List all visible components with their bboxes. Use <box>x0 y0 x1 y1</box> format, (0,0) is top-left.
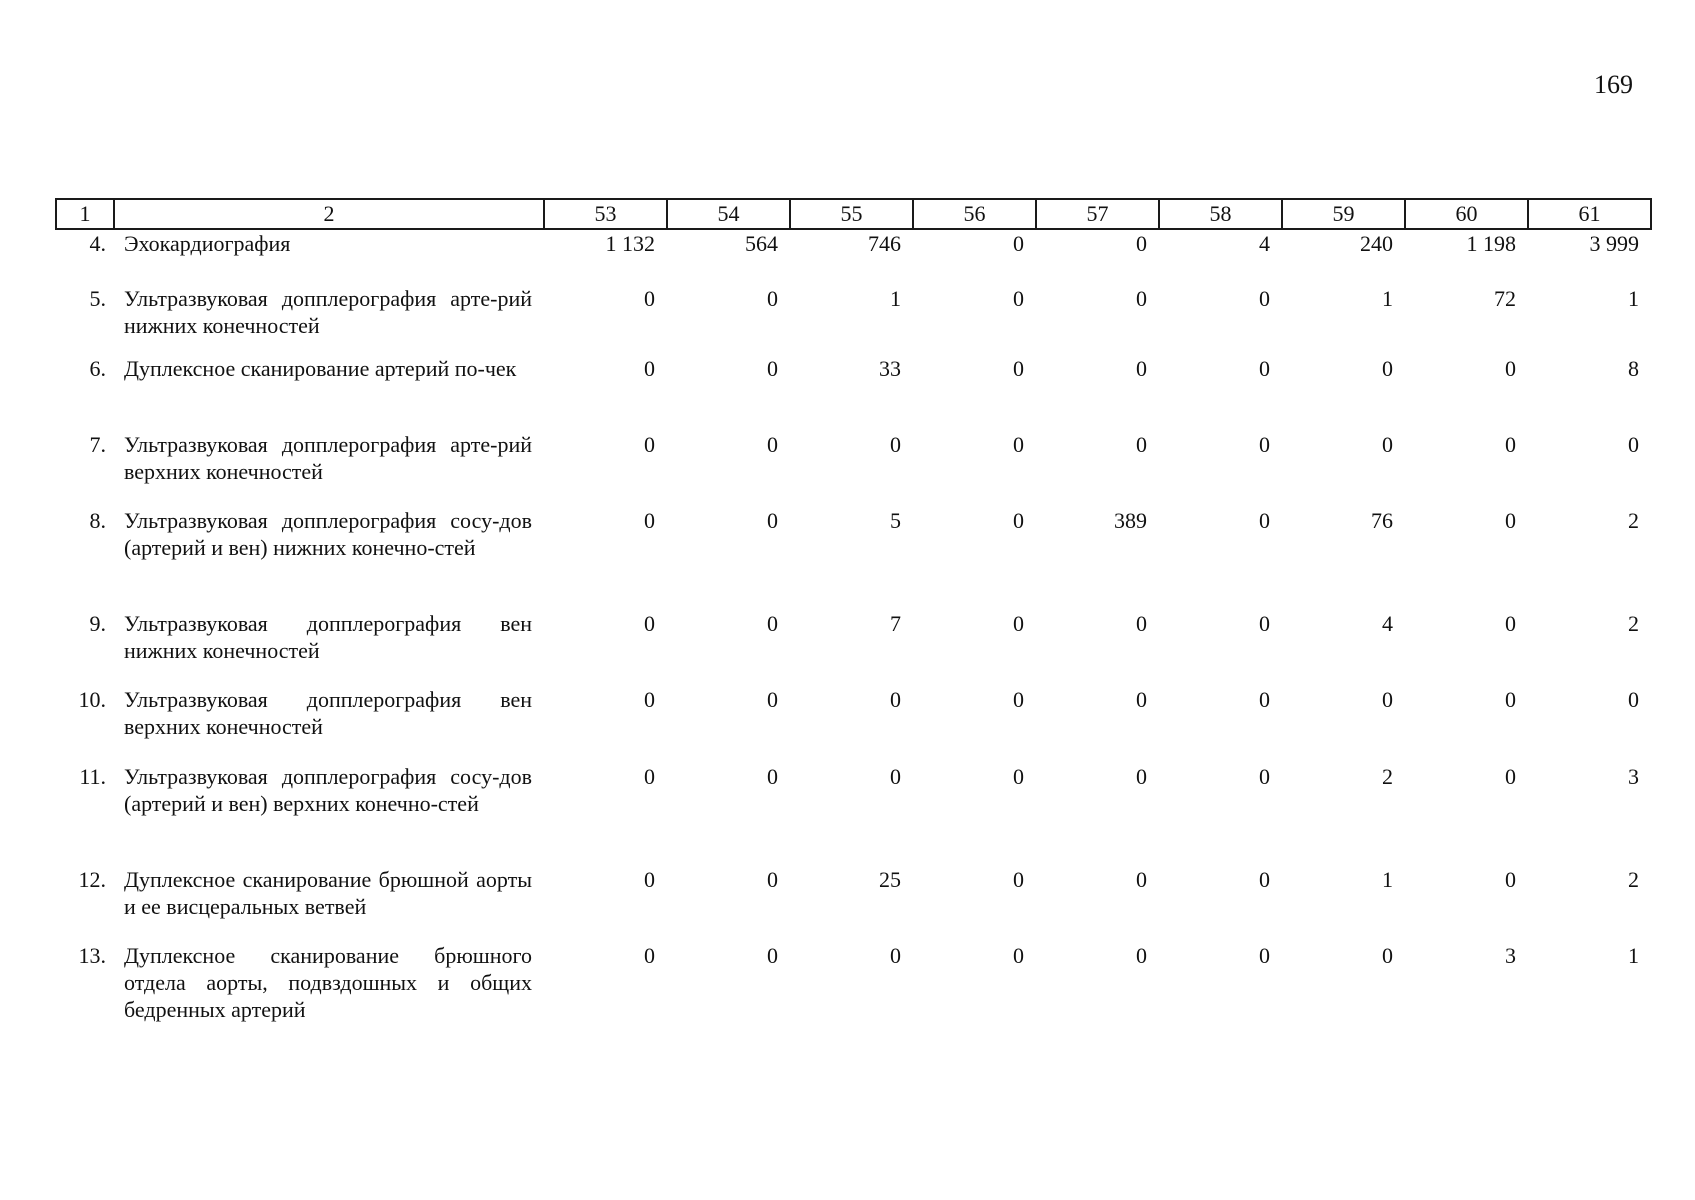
value-cell: 0 <box>644 356 655 381</box>
value-cell: 0 <box>644 286 655 311</box>
value-cell: 0 <box>1382 943 1393 968</box>
value-cell: 8 <box>1628 356 1639 381</box>
value-cell: 0 <box>1259 764 1270 789</box>
table-row <box>56 285 1651 355</box>
value-cell: 0 <box>1136 611 1147 636</box>
value-cell: 2 <box>1628 867 1639 892</box>
value-cell: 240 <box>1360 231 1393 256</box>
value-cell: 0 <box>1259 867 1270 892</box>
value-cell: 4 <box>1382 611 1393 636</box>
value-cell: 0 <box>1013 867 1024 892</box>
row-number: 5. <box>89 286 106 311</box>
value-cell: 0 <box>1136 943 1147 968</box>
value-cell: 0 <box>767 508 778 533</box>
value-cell: 0 <box>1505 356 1516 381</box>
value-cell: 0 <box>890 432 901 457</box>
statistics-table <box>55 198 1652 1032</box>
value-cell: 0 <box>1136 356 1147 381</box>
table-row <box>56 866 1651 942</box>
value-cell: 33 <box>879 356 901 381</box>
table-row <box>56 763 1651 866</box>
value-cell: 0 <box>1505 611 1516 636</box>
procedure-name: Ультразвуковая допплерография вен нижних конечностей <box>124 611 532 663</box>
value-cell: 0 <box>1013 687 1024 712</box>
value-cell: 0 <box>1013 764 1024 789</box>
value-cell: 0 <box>767 611 778 636</box>
value-cell: 0 <box>1259 286 1270 311</box>
value-cell: 0 <box>1259 943 1270 968</box>
value-cell: 0 <box>1382 432 1393 457</box>
table-row <box>56 942 1651 1032</box>
value-cell: 0 <box>767 764 778 789</box>
header-cell: 2 <box>114 199 544 229</box>
value-cell: 0 <box>1505 687 1516 712</box>
table-body <box>56 229 1651 1032</box>
value-cell: 0 <box>1136 764 1147 789</box>
procedure-name: Ультразвуковая допплерография сосу-дов (артерий и вен) нижних конечно-стей <box>124 508 532 560</box>
table-row <box>56 431 1651 507</box>
value-cell: 3 999 <box>1589 231 1639 256</box>
value-cell: 2 <box>1628 611 1639 636</box>
value-cell: 0 <box>644 611 655 636</box>
value-cell: 0 <box>644 687 655 712</box>
value-cell: 0 <box>1628 687 1639 712</box>
header-row <box>56 199 1651 229</box>
value-cell: 1 <box>1382 286 1393 311</box>
header-cell: 60 <box>1405 199 1528 229</box>
value-cell: 0 <box>1505 508 1516 533</box>
value-cell: 72 <box>1494 286 1516 311</box>
value-cell: 389 <box>1114 508 1147 533</box>
table-row <box>56 229 1651 285</box>
table-row <box>56 686 1651 763</box>
table-row <box>56 610 1651 686</box>
value-cell: 7 <box>890 611 901 636</box>
header-cell: 55 <box>790 199 913 229</box>
row-number: 4. <box>89 231 106 256</box>
row-number: 13. <box>78 943 106 968</box>
row-number: 6. <box>89 356 106 381</box>
header-cell: 54 <box>667 199 790 229</box>
procedure-name: Ультразвуковая допплерография арте-рий верхних конечностей <box>124 432 532 484</box>
header-cell: 58 <box>1159 199 1282 229</box>
value-cell: 0 <box>1013 508 1024 533</box>
value-cell: 746 <box>868 231 901 256</box>
value-cell: 2 <box>1628 508 1639 533</box>
value-cell: 0 <box>1013 611 1024 636</box>
value-cell: 0 <box>890 943 901 968</box>
row-number: 12. <box>78 867 106 892</box>
value-cell: 0 <box>644 508 655 533</box>
value-cell: 0 <box>1505 432 1516 457</box>
value-cell: 1 198 <box>1466 231 1516 256</box>
value-cell: 0 <box>1013 356 1024 381</box>
page-number: 169 <box>1594 70 1633 99</box>
value-cell: 5 <box>890 508 901 533</box>
value-cell: 0 <box>1505 764 1516 789</box>
value-cell: 0 <box>1136 231 1147 256</box>
value-cell: 4 <box>1259 231 1270 256</box>
header-cell: 61 <box>1528 199 1651 229</box>
row-number: 8. <box>89 508 106 533</box>
value-cell: 0 <box>1013 943 1024 968</box>
procedure-name: Ультразвуковая допплерография арте-рий нижних конечностей <box>124 286 532 338</box>
table-row <box>56 507 1651 610</box>
value-cell: 0 <box>1013 231 1024 256</box>
value-cell: 564 <box>745 231 778 256</box>
value-cell: 0 <box>1259 687 1270 712</box>
value-cell: 0 <box>1505 867 1516 892</box>
value-cell: 1 <box>1628 943 1639 968</box>
procedure-name: Дуплексное сканирование брюшного отдела аорты, подвздошных и общих бедренных артерий <box>124 943 532 1022</box>
table-row <box>56 355 1651 431</box>
row-number: 10. <box>78 687 106 712</box>
procedure-name: Эхокардиография <box>124 231 291 256</box>
value-cell: 0 <box>644 867 655 892</box>
value-cell: 0 <box>767 286 778 311</box>
value-cell: 0 <box>1628 432 1639 457</box>
value-cell: 0 <box>644 943 655 968</box>
procedure-name: Дуплексное сканирование брюшной аорты и ее висцеральных ветвей <box>124 867 532 919</box>
row-number: 9. <box>89 611 106 636</box>
value-cell: 0 <box>890 687 901 712</box>
header-cell: 56 <box>913 199 1036 229</box>
table-header <box>56 199 1651 229</box>
value-cell: 0 <box>767 943 778 968</box>
value-cell: 0 <box>1259 356 1270 381</box>
value-cell: 0 <box>1259 508 1270 533</box>
value-cell: 1 <box>1382 867 1393 892</box>
value-cell: 0 <box>644 764 655 789</box>
value-cell: 0 <box>1013 286 1024 311</box>
row-number: 7. <box>89 432 106 457</box>
header-cell: 53 <box>544 199 667 229</box>
value-cell: 0 <box>767 356 778 381</box>
value-cell: 76 <box>1371 508 1393 533</box>
procedure-name: Ультразвуковая допплерография сосу-дов (артерий и вен) верхних конечно-стей <box>124 764 532 816</box>
value-cell: 0 <box>1259 611 1270 636</box>
procedure-name: Ультразвуковая допплерография вен верхних конечностей <box>124 687 532 739</box>
header-cell: 57 <box>1036 199 1159 229</box>
header-cell: 59 <box>1282 199 1405 229</box>
value-cell: 25 <box>879 867 901 892</box>
value-cell: 2 <box>1382 764 1393 789</box>
value-cell: 1 <box>890 286 901 311</box>
value-cell: 0 <box>1259 432 1270 457</box>
value-cell: 0 <box>644 432 655 457</box>
value-cell: 0 <box>1382 687 1393 712</box>
value-cell: 0 <box>1136 432 1147 457</box>
row-number: 11. <box>79 764 106 789</box>
value-cell: 0 <box>1013 432 1024 457</box>
value-cell: 1 <box>1628 286 1639 311</box>
value-cell: 3 <box>1505 943 1516 968</box>
value-cell: 0 <box>767 687 778 712</box>
header-cell: 1 <box>56 199 114 229</box>
procedure-name: Дуплексное сканирование артерий по-чек <box>124 356 517 381</box>
value-cell: 0 <box>767 432 778 457</box>
value-cell: 3 <box>1628 764 1639 789</box>
value-cell: 1 132 <box>605 231 655 256</box>
value-cell: 0 <box>1136 687 1147 712</box>
value-cell: 0 <box>1382 356 1393 381</box>
value-cell: 0 <box>1136 867 1147 892</box>
value-cell: 0 <box>1136 286 1147 311</box>
value-cell: 0 <box>767 867 778 892</box>
value-cell: 0 <box>890 764 901 789</box>
